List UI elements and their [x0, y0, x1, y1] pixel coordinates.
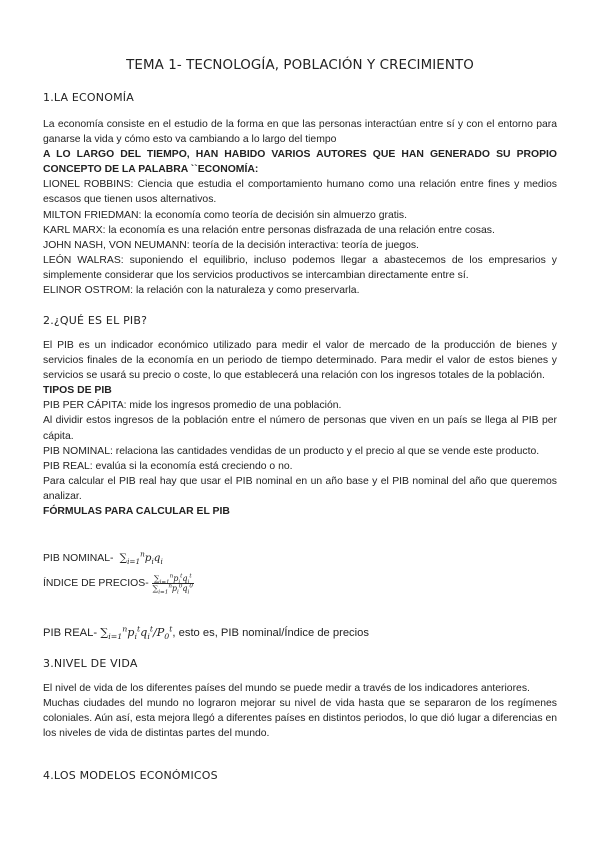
formula-pib-nominal: [43, 549, 163, 567]
formula-pib-nominal-math: $\sum_{i=1}^np_iq_i$: [119, 549, 163, 567]
pib-per-capita-detail: Al dividir estos ingresos de la población entre el número de personas que viven en un país se llega al PIB per cápita.: [43, 415, 557, 442]
section-heading-pib: 2.¿QUÉ ES EL PIB?: [43, 314, 148, 327]
formula-pib-real: [43, 624, 369, 642]
formula-pib-real-label: PIB REAL-: [43, 627, 98, 639]
pib-nominal: PIB NOMINAL: relaciona las cantidades vendidas de un producto y el precio al que se vende este producto.: [43, 445, 540, 457]
formula-indice-precios-fraction: $\frac{\sum_{i=1}^np_i^tq_i^t}{\sum_{i=1}^np_i^0q_i^0}$: [152, 573, 193, 596]
pib-real-calc: Para calcular el PIB real hay que usar el PIB nominal en un año base y el PIB nominal del año que queremos analizar.: [43, 475, 557, 502]
nivel-vida-p1: El nivel de vida de los diferentes países del mundo se puede medir a través de los indicadores anteriores.: [43, 683, 530, 694]
nivel-vida-p2: Muchas ciudades del mundo no lograron mejorar su nivel de vida hasta que se separaron de los regímenes coloniales. Aún así, esta mejora llegó a diferentes países en distintos periodos, lo que dió lugar a diferencias en los niveles de vida de distintas partes del mundo.: [43, 698, 557, 740]
pib-intro: El PIB es un indicador económico utilizado para medir el valor de mercado de la producción de bienes y servicios finales de la economía en un periodo de tiempo determinado. Para medir el valor de estos bienes y servicios se usará su precio o coste, lo que establecerá una relación con los ingresos totales de la población.: [43, 340, 557, 382]
section-pib-body: [43, 338, 557, 519]
author-marx: KARL MARX: la economía es una relación entre personas disfrazada de una relación entre cosas.: [43, 224, 495, 236]
section-heading-economia: 1.LA ECONOMÍA: [43, 91, 134, 104]
author-robbins: LIONEL ROBBINS: Ciencia que estudia el comportamiento humano como una relación entre fines y medios escasos que tienen usos alternativos.: [43, 179, 557, 206]
formula-indice-precios-label: ÍNDICE DE PRECIOS-: [43, 578, 149, 589]
document-title: TEMA 1- TECNOLOGÍA, POBLACIÓN Y CRECIMIENTO: [126, 58, 474, 73]
authors-heading: A LO LARGO DEL TIEMPO, HAN HABIDO VARIOS AUTORES QUE HAN GENERADO SU PROPIO CONCEPTO DE LA PALABRA ``ECONOMÍA:: [43, 149, 557, 176]
pib-real: PIB REAL: evalúa si la economía está creciendo o no.: [43, 460, 293, 472]
section-heading-modelos: 4.LOS MODELOS ECONÓMICOS: [43, 769, 218, 782]
formula-indice-precios: [43, 573, 194, 596]
section-nivel-vida-body: [43, 681, 557, 741]
formulas-heading: FÓRMULAS PARA CALCULAR EL PIB: [43, 506, 230, 518]
author-nash: JOHN NASH, VON NEUMANN: teoría de la decisión interactiva: teoría de juegos.: [43, 239, 419, 251]
formula-pib-real-suffix: , esto es, PIB nominal/Índice de precios: [172, 627, 369, 639]
formula-pib-real-math: $\sum_{i=1}^np_i^tq_i^t/P_0^t$: [100, 624, 173, 642]
author-walras: LEÓN WALRAS: suponiendo el equilibrio, incluso podemos llegar a abastecemos de los empresarios y simplemente considerar que los servicios productivos se intercambian directamente entre sí.: [43, 254, 557, 281]
pib-per-capita: PIB PER CÁPITA: mide los ingresos promedio de una población.: [43, 400, 342, 412]
author-friedman: MILTON FRIEDMAN: la economía como teoría de decisión sin almuerzo gratis.: [43, 209, 408, 221]
section-economia-body: [43, 117, 557, 298]
economia-intro: La economía consiste en el estudio de la forma en que las personas interactúan entre sí y con el entorno para ganarse la vida y cómo esto va cambiando a lo largo del tiempo: [43, 119, 557, 146]
author-ostrom: ELINOR OSTROM: la relación con la naturaleza y como preservarla.: [43, 285, 360, 297]
formula-pib-nominal-label: PIB NOMINAL-: [43, 553, 114, 564]
section-heading-nivel-vida: 3.NIVEL DE VIDA: [43, 657, 138, 670]
pib-types-heading: TIPOS DE PIB: [43, 385, 112, 397]
